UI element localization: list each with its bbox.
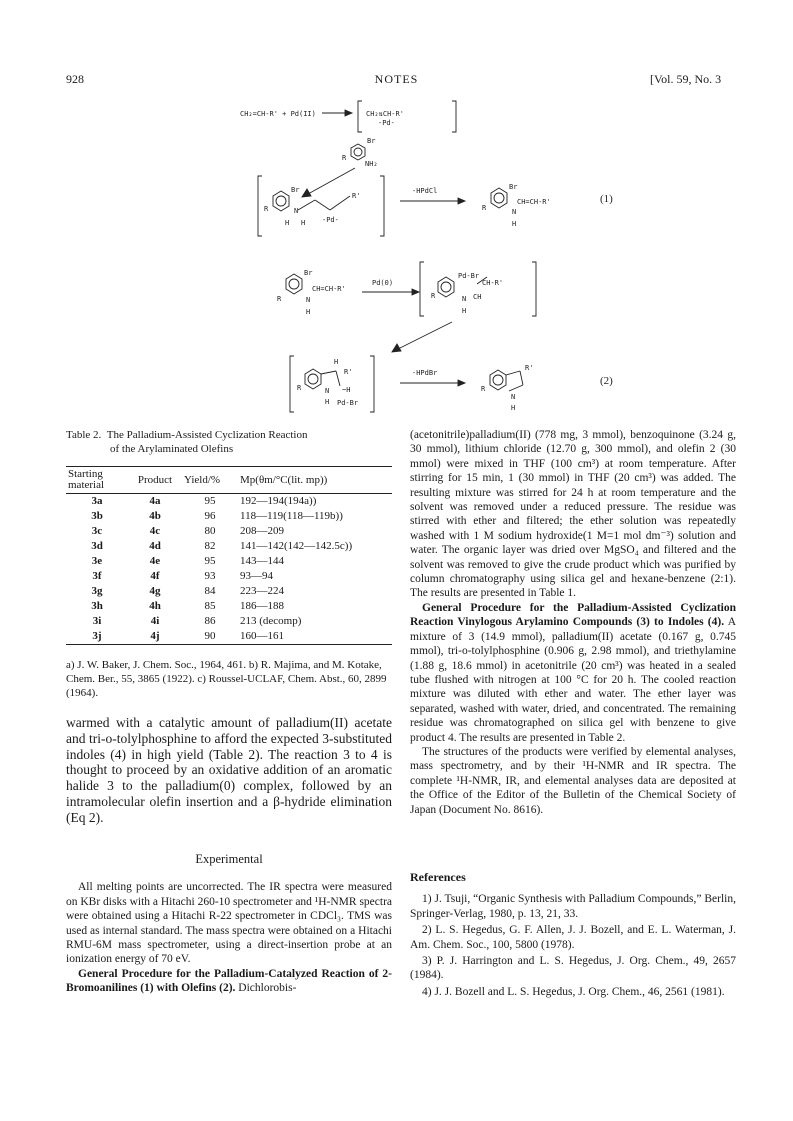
cell: 192—194(194a))	[240, 495, 317, 507]
reference-item: 3) P. J. Harrington and L. S. Hegedus, J. Org. Chem., 49, 2657 (1984).	[410, 955, 736, 982]
references-title: References	[410, 870, 466, 884]
cell: 160—161	[238, 629, 392, 645]
insertion-intermediate	[290, 356, 374, 412]
svg-text:R: R	[297, 384, 302, 392]
table-row	[66, 494, 392, 510]
procedure1-title: General Procedure for the Palladium-Catalyzed Reaction of 2-Bromoanilines (1) with Olefins (2).	[66, 967, 392, 995]
svg-text:CH=CH-R': CH=CH-R'	[517, 198, 551, 206]
cell: 4a	[149, 495, 161, 507]
cell: 3a	[91, 495, 103, 507]
table2-title-line2: of the Arylaminated Olefins	[110, 443, 234, 455]
cell: 208—209	[240, 525, 284, 537]
experimental-paragraph: All melting points are uncorrected. The IR spectra were measured on KBr disks with a Hitachi 260-10 spectrometer and ¹H-NMR spectra were obtained using a Hitachi R-22 spectrometer in CDCl₃. TMS was used as internal standard. The mass spectra were obtained on a Hitachi RMU-6M mass spectrometer, using a direct-insertion probe at an ionization energy of 70 eV.	[66, 881, 393, 966]
pi-complex	[358, 101, 456, 132]
reference-item: 2) L. S. Hegedus, G. F. Allen, J. J. Bozell, and E. L. Waterman, J. Am. Chem. Soc., 100, 5800 (1978).	[410, 924, 736, 951]
svg-text:H: H	[462, 307, 467, 315]
cell: 4d	[149, 540, 161, 552]
svg-text:NH₂: NH₂	[365, 160, 378, 168]
col-product: Product	[128, 467, 182, 494]
right-column	[410, 428, 736, 817]
cell: 86	[204, 615, 216, 627]
svg-text:CH=CH-R': CH=CH-R'	[312, 285, 346, 293]
cell: 3d	[91, 540, 103, 552]
table2-caption	[66, 428, 392, 456]
cell: 96	[204, 510, 216, 522]
svg-text:N: N	[462, 295, 467, 303]
table-row	[66, 539, 392, 554]
arrow-head	[412, 289, 419, 295]
table-row	[66, 509, 392, 524]
cell: 186—188	[240, 600, 284, 612]
svg-text:CH: CH	[473, 293, 482, 301]
svg-text:H: H	[334, 358, 339, 366]
cell: 4i	[150, 615, 160, 627]
cell: 95	[204, 555, 216, 567]
svg-text:R: R	[342, 154, 347, 162]
svg-text:~H: ~H	[342, 386, 351, 394]
svg-text:N: N	[512, 208, 517, 216]
svg-text:R: R	[481, 385, 486, 393]
cell: 90	[182, 629, 238, 645]
cell: 223—224	[240, 585, 284, 597]
indole-product	[481, 364, 533, 412]
table2-label: Table 2.	[66, 429, 102, 441]
svg-text:-Pd-: -Pd-	[322, 216, 339, 224]
col-mp: Mp(θm/°C(lit. mp))	[238, 467, 392, 494]
oxidative-addition-complex	[420, 262, 536, 316]
svg-text:R: R	[277, 295, 282, 303]
cell: 84	[204, 585, 216, 597]
arrow-head	[458, 380, 465, 386]
page-number: 928	[66, 72, 84, 86]
procedure2-paragraph	[410, 601, 736, 745]
running-head: NOTES	[374, 72, 419, 86]
cell: 118—119(118—119b))	[240, 510, 343, 522]
svg-text:-Pd-: -Pd-	[378, 119, 395, 127]
cell: 143—144	[240, 555, 284, 567]
table-row	[66, 554, 392, 569]
structures-paragraph: The structures of the products were verified by elemental analyses, mass spectrometry, and by their ¹H-NMR and IR spectra. The complete ¹H-NMR, IR, and elemental analyses data are deposited at the Office of the Editor of the Bulletin of the Chemical Society of Japan (Document No. 8616).	[410, 745, 736, 816]
experimental-title: Experimental	[195, 852, 263, 866]
equation-number-1: (1)	[600, 193, 613, 205]
experimental-section	[66, 852, 392, 996]
svg-text:R: R	[264, 205, 269, 213]
bromoaniline-structure	[342, 137, 378, 168]
table2-footnote: a) J. W. Baker, J. Chem. Soc., 1964, 461. b) R. Majima, and M. Kotake, Chem. Ber., 55, 3865 (1922). c) Roussel-UCLAF, Chem. Abst., 60, 2899 (1964).	[66, 659, 387, 699]
arrow-head	[302, 189, 311, 197]
procedure2-title: General Procedure for the Palladium-Assisted Cyclization Reaction Vinylogous Arylamino Compounds (3) to Indoles (4).	[410, 601, 736, 629]
svg-text:CH₂=CH-R' + Pd(II): CH₂=CH-R' + Pd(II)	[240, 110, 316, 118]
svg-text:N: N	[306, 296, 311, 304]
cell: 4e	[149, 555, 161, 567]
vinyl-aniline-product	[482, 183, 551, 228]
cell: 3b	[91, 510, 103, 522]
cell: 4c	[149, 525, 161, 537]
cell: 213 (decomp)	[240, 615, 302, 627]
svg-text:Pd-Br: Pd-Br	[458, 272, 480, 280]
table-row	[66, 599, 392, 614]
svg-text:H: H	[325, 398, 330, 406]
table-row	[66, 629, 392, 645]
svg-text:H: H	[301, 219, 306, 227]
cell: 93—94	[240, 570, 273, 582]
substrate-3	[277, 269, 346, 316]
cell: 3j	[66, 629, 128, 645]
cell: 95	[204, 495, 216, 507]
svg-text:N: N	[294, 207, 299, 215]
procedure2-body: A mixture of 3 (14.9 mmol), palladium(II) acetate (0.167 g, 0.745 mmol), tri-o-tolylphosphine (0.906 g, 2.98 mmol), and triethylamine (1.88 g, 18.6 mmol) in acetonitrile (20 cm³) was heated in a sealed tube flushed with nitrogen at 100 °C for 20 h. The cooled reaction mixture was diluted with ether and water. The ether layer was separated, washed with water, dried, and concentrated. The remaining residue was chromatographed on silica gel with benzene to give product 4. The results are presented in Table 2.	[410, 616, 736, 744]
procedure1-paragraph	[66, 967, 392, 996]
cell: 3e	[91, 555, 103, 567]
svg-text:Br: Br	[304, 269, 313, 277]
cell: 4g	[149, 585, 161, 597]
cell: 3c	[91, 525, 103, 537]
reagent-hpdcl: -HPdCl	[412, 187, 438, 195]
svg-text:H: H	[511, 404, 516, 412]
cell: 4f	[150, 570, 160, 582]
aminopalladation-intermediate	[258, 176, 384, 236]
reaction-scheme	[0, 0, 793, 420]
svg-text:H: H	[285, 219, 290, 227]
cell: 82	[204, 540, 216, 552]
arrow	[398, 322, 452, 349]
svg-text:R': R'	[352, 192, 361, 200]
table-row	[66, 524, 392, 539]
svg-text:R: R	[431, 292, 436, 300]
table2	[66, 466, 392, 645]
equation-number-2: (2)	[600, 375, 613, 387]
svg-text:N: N	[511, 393, 516, 401]
svg-text:H: H	[512, 220, 517, 228]
arrow-head	[345, 110, 352, 116]
svg-text:R: R	[482, 204, 487, 212]
table2-header-row	[66, 467, 392, 494]
cell: 4h	[149, 600, 161, 612]
reference-item: 4) J. J. Bozell and L. S. Hegedus, J. Org. Chem., 46, 2561 (1981).	[422, 985, 725, 998]
reference-item: 1) J. Tsuji, “Organic Synthesis with Palladium Compounds,” Berlin, Springer-Verlag, 1980, p. 13, 21, 33.	[410, 893, 736, 920]
svg-text:R': R'	[344, 368, 353, 376]
svg-text:R': R'	[525, 364, 534, 372]
table-row	[66, 584, 392, 599]
procedure1-continued: (acetonitrile)palladium(II) (778 mg, 3 mmol), benzoquinone (3.24 g, 30 mmol), lithium chloride (12.70 g, 300 mmol), and olefin 2 (30 mmol) were mixed in THF (100 cm³) at room temperature. After stirring for 15 min, 1 (30 mmol) in THF (20 cm³) was added. The resulting mixture was stirred for 24 h at room temperature and the solvent was removed under a reduced pressure. The residue was stirred with ether and filtered; the ether solution was repeatedly washed with 1 M sodium hydroxide(1 M=1 mol dm⁻³) solution and water. The organic layer was dried over MgSO₄ and filtered and the solvent was removed to give the crude product which was purified by column chromatography using silica gel and hexane-benzene (2:1). The results are presented in Table 1.	[410, 429, 736, 600]
lead-paragraph: warmed with a catalytic amount of palladium(II) acetate and tri-o-tolylphosphine to afford the expected 3-substituted indoles (4) in high yield (Table 2). The reaction 3 to 4 is thought to proceed by an oxidative addition of an aromatic halide 3 to the palladium(0) complex, followed by an intramolecular olefin insertion and a β-hydride elimination (Eq 2).	[66, 715, 392, 825]
cell: 3i	[92, 615, 102, 627]
step1-reactants	[240, 110, 316, 118]
cell: 85	[204, 600, 216, 612]
svg-text:CH₂⇅CH-R': CH₂⇅CH-R'	[366, 110, 404, 118]
reagent-pd0: Pd(0)	[372, 279, 394, 287]
svg-text:CH-R': CH-R'	[482, 279, 504, 287]
references-section	[410, 870, 736, 1001]
volume-label: [Vol. 59, No. 3	[650, 72, 722, 86]
arrow-head	[392, 344, 401, 352]
arrow-head	[458, 198, 465, 204]
cell: 93	[204, 570, 216, 582]
svg-text:N: N	[325, 387, 330, 395]
procedure1-start: Dichlorobis-	[238, 982, 297, 995]
cell: 3g	[91, 585, 103, 597]
svg-text:H: H	[306, 308, 311, 316]
col-yield: Yield/%	[182, 467, 238, 494]
col-starting-material: Starting material	[66, 467, 128, 494]
cell: 80	[204, 525, 216, 537]
table-row	[66, 614, 392, 629]
cell: 4b	[149, 510, 161, 522]
svg-text:Br: Br	[291, 186, 300, 194]
cell: 3h	[91, 600, 103, 612]
table-row	[66, 569, 392, 584]
cell: 141—142(142—142.5c))	[240, 540, 353, 552]
svg-text:Pd-Br: Pd-Br	[337, 399, 359, 407]
arrow	[308, 168, 355, 194]
svg-text:Br: Br	[367, 137, 376, 145]
svg-text:Br: Br	[509, 183, 518, 191]
cell: 3f	[92, 570, 102, 582]
table2-title-line1: The Palladium-Assisted Cyclization Reaction	[106, 429, 308, 441]
cell: 4j	[128, 629, 182, 645]
reagent-hpdbr: -HPdBr	[412, 369, 438, 377]
